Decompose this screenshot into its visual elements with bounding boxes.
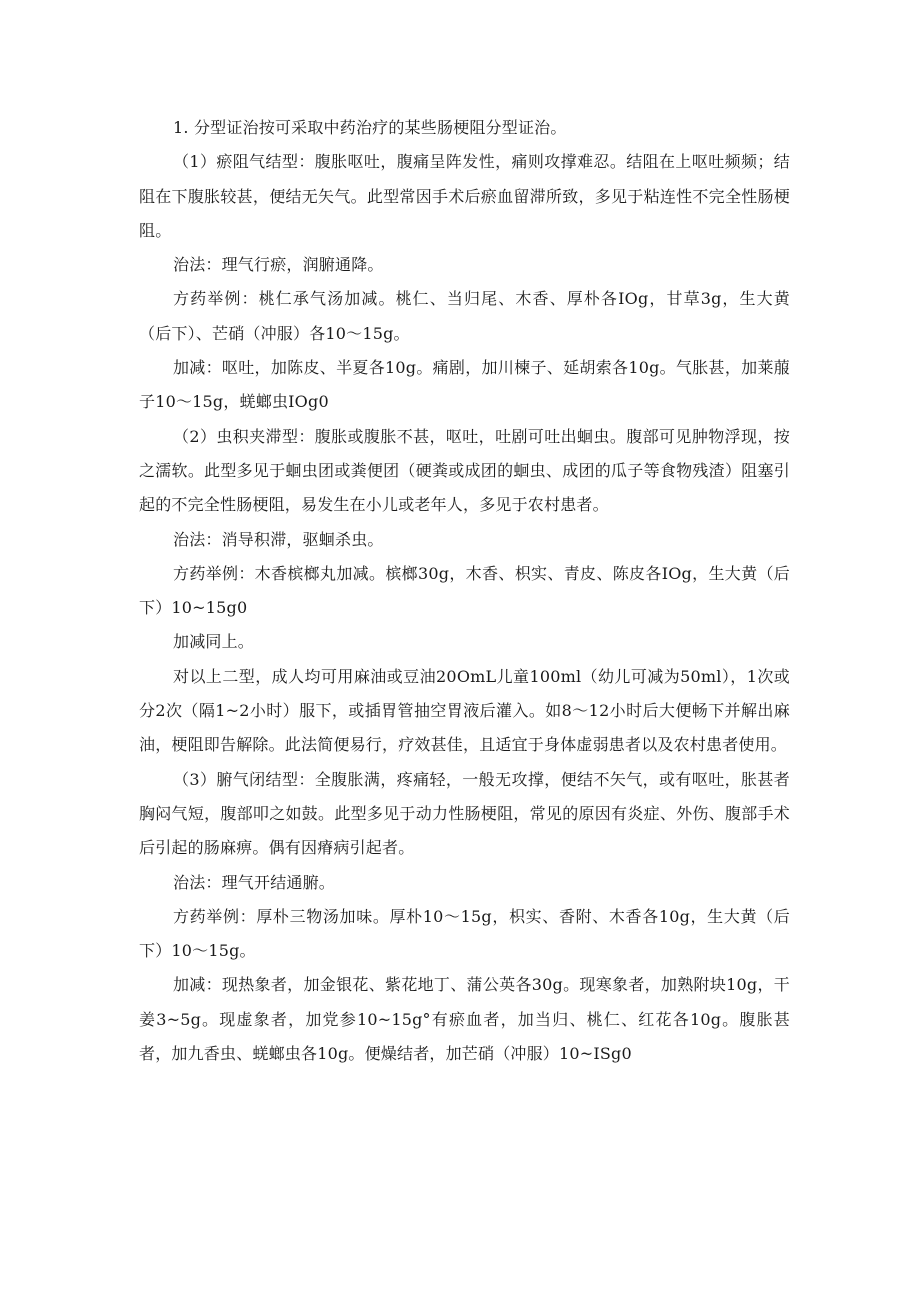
paragraph-type3-description: （3）腑气闭结型：全腹胀满，疼痛轻，一般无攻撑，便结不矢气，或有呕吐，胀甚者胸闷气短，腹部叩之如鼓。此型多见于动力性肠梗阻，常见的原因有炎症、外伤、腹部手术后引起的肠麻痹。偶有因瘠病引起者。 (139, 769, 790, 858)
paragraph-type1-treatment: 治法：理气行瘀，润腑通降。 (173, 255, 384, 275)
paragraph-type3-prescription: 方药举例：厚朴三物汤加味。厚朴10～15g，枳实、香附、木香各10g，生大黄（后下）10～15g。 (139, 906, 790, 961)
paragraph-type1-description: （1）瘀阻气结型：腹胀呕吐，腹痛呈阵发性，痛则攻撑难忍。结阻在上呕吐频频；结阻在下腹胀较甚，便结无矢气。此型常因手术后瘀血留滞所致，多见于粘连性不完全性肠梗阻。 (139, 152, 790, 240)
paragraph-type1-modification: 加减：呕吐，加陈皮、半夏各10g。痛剧，加川楝子、延胡索各10g。气胀甚，加莱菔子10～15g，蜣螂虫IOg0 (139, 358, 790, 412)
paragraph-type2-treatment: 治法：消导积滞，驱蛔杀虫。 (173, 529, 384, 549)
paragraph-type3-modification: 加减：现热象者，加金银花、紫花地丁、蒲公英各30g。现寒象者，加熟附块10g，干姜3~5g。现虚象者，加党参10~15g°有瘀血者，加当归、桃仁、红花各10g。腹胀甚者，加九香虫、蜣螂虫各10g。便燥结者，加芒硝（冲服）10~ISg0 (139, 975, 790, 1064)
paragraph-type3-treatment: 治法：理气开结通腑。 (173, 872, 336, 892)
paragraph-type1-prescription: 方药举例：桃仁承气汤加减。桃仁、当归尾、木香、厚朴各IOg，甘草3g，生大黄（后下）、芒硝（冲服）各10～15g。 (139, 289, 790, 343)
paragraph-type2-description: （2）虫积夹滞型：腹胀或腹胀不甚，呕吐，吐剧可吐出蛔虫。腹部可见肿物浮现，按之濡软。此型多见于蛔虫团或粪便团（硬粪或成团的蛔虫、成团的瓜子等食物残渣）阻塞引起的不完全性肠梗阻，易发生在小儿或老年人，多见于农村患者。 (139, 426, 790, 515)
paragraph-classification-intro: 1. 分型证治按可采取中药治疗的某些肠梗阻分型证治。 (173, 118, 567, 137)
paragraph-type2-prescription: 方药举例：木香槟榔丸加减。槟榔30g，木香、枳实、青皮、陈皮各IOg，生大黄（后下）10~15g0 (139, 563, 790, 618)
paragraph-oil-therapy: 对以上二型，成人均可用麻油或豆油20OmL儿童100ml（幼儿可减为50ml），1次或分2次（隔1~2小时）服下，或插胃管抽空胃液后灌入。如8～12小时后大便畅下并解出麻油，梗阻即告解除。此法简便易行，疗效甚佳，且适宜于身体虚弱患者以及农村患者使用。 (139, 666, 790, 755)
paragraph-type2-modification: 加减同上。 (173, 632, 255, 652)
